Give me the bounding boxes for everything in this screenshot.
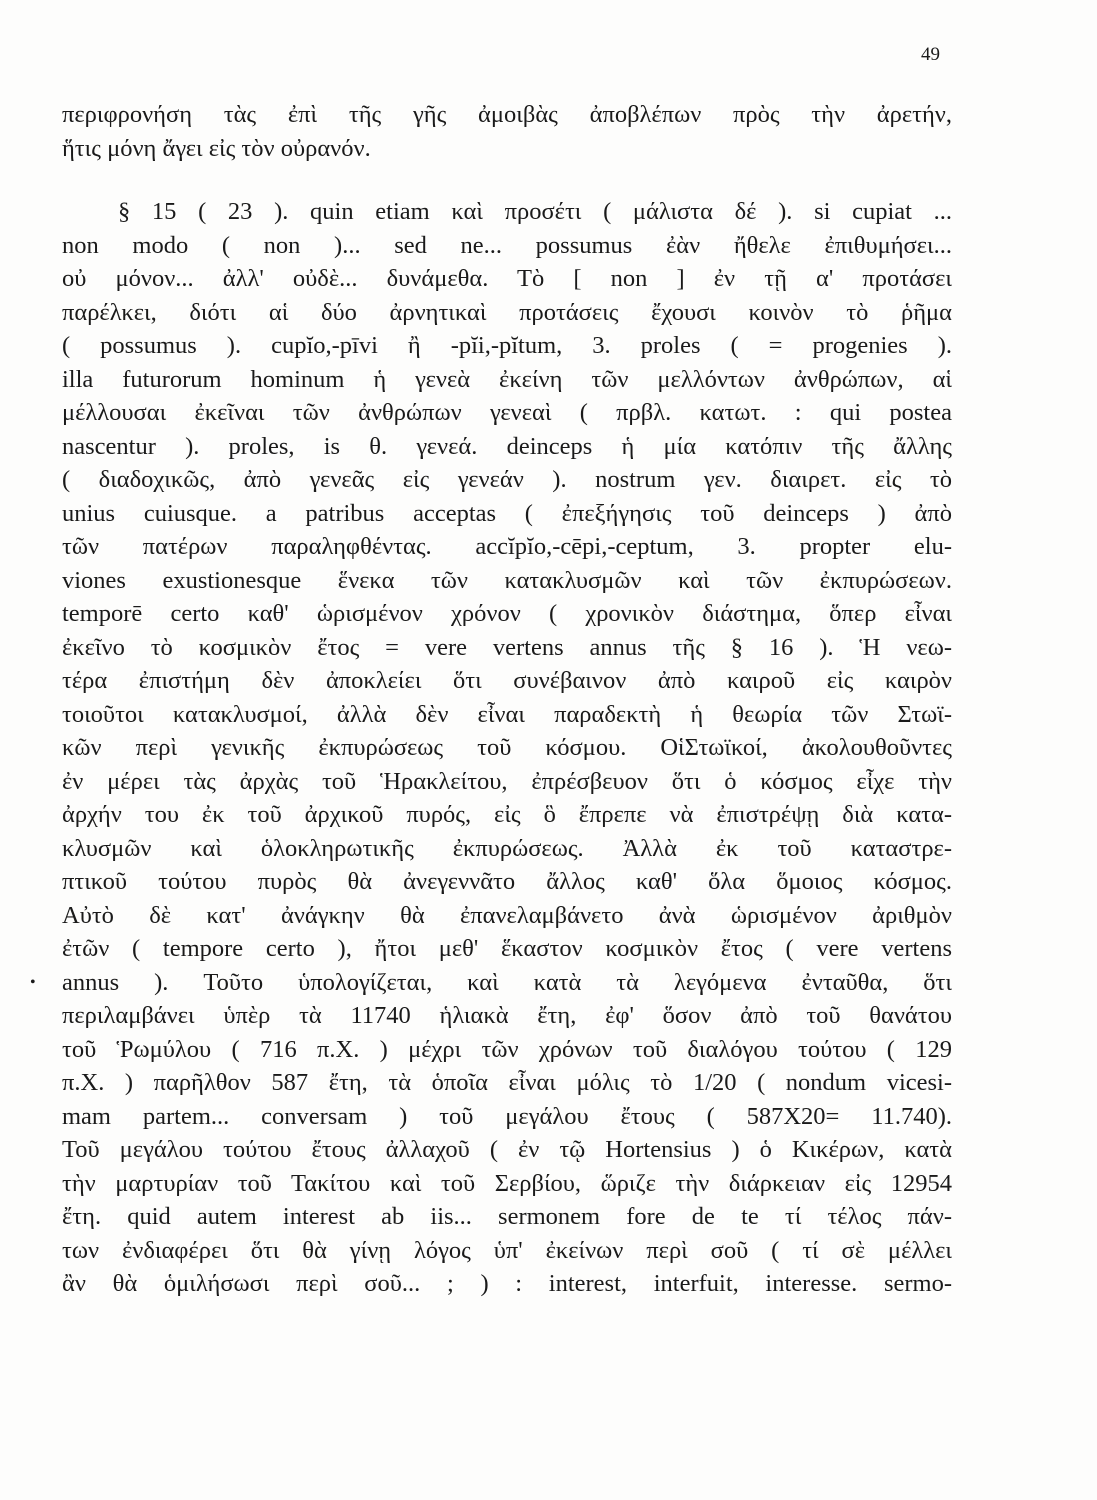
margin-mark: • bbox=[30, 974, 36, 991]
text-line: ἥτις μόνη ἄγει εἰς τὸν οὐρανόν. bbox=[62, 134, 371, 162]
text-line: unius cuiusque. a patribus acceptas ( ἐπεξήγησις τοῦ deinceps ) ἀπὸ bbox=[62, 499, 952, 527]
text-line: τοιοῦτοι κατακλυσμοί, ἀλλὰ δὲν εἶναι παραδεκτὴ ἡ θεωρία τῶν Στωϊ- bbox=[62, 700, 952, 728]
body-text bbox=[62, 98, 952, 1301]
text-line: mam partem... conversam ) τοῦ μεγάλου ἔτους ( 587X20= 11.740). bbox=[62, 1102, 952, 1130]
text-line: non modo ( non )... sed ne... possumus ἐὰν ἤθελε ἐπιθυμήσει... bbox=[62, 231, 952, 259]
text-line: ἐν μέρει τὰς ἀρχὰς τοῦ Ἡρακλείτου, ἐπρέσβευον ὅτι ὁ κόσμος εἶχε τὴν bbox=[62, 767, 952, 795]
text-line: nascentur ). proles, is θ. γενεά. deinceps ἡ μία κατόπιν τῆς ἄλλης bbox=[62, 432, 952, 460]
text-line: ( διαδοχικῶς, ἀπὸ γενεᾶς εἰς γενεάν ). nostrum γεν. διαιρετ. εἰς τὸ bbox=[62, 466, 952, 493]
text-line: temporē certo καθ' ὡρισμένον χρόνον ( χρονικὸν διάστημα, ὅπερ εἶναι bbox=[62, 600, 952, 627]
text-line: τοῦ Ῥωμύλου ( 716 π.Χ. ) μέχρι τῶν χρόνων τοῦ διαλόγου τούτου ( 129 bbox=[62, 1035, 952, 1063]
page-number: 49 bbox=[921, 44, 940, 65]
paragraph-2 bbox=[62, 195, 952, 1301]
text-line: των ἐνδιαφέρει ὅτι θὰ γίνῃ λόγος ὑπ' ἐκείνων περὶ σοῦ ( τί σὲ μέλλει bbox=[62, 1236, 952, 1264]
text-line: ( possumus ). cupĭo,-pīvi ἢ -pĭi,-pĭtum, 3. proles ( = progenies ). bbox=[62, 332, 952, 359]
text-line: illa futurorum hominum ἡ γενεὰ ἐκείνη τῶν μελλόντων ἀνθρώπων, αἱ bbox=[62, 365, 952, 393]
text-line: ἔτη. quid autem interest ab iis... sermonem fore de te τί τέλος πάν- bbox=[62, 1203, 952, 1230]
text-line: τῶν πατέρων παραληφθέντας. accĭpĭo,-cēpi,-ceptum, 3. propter elu- bbox=[62, 533, 952, 560]
paragraph-gap bbox=[62, 165, 952, 195]
text-line: κῶν περὶ γενικῆς ἐκπυρώσεως τοῦ κόσμου. ΟἱΣτωϊκοί, ἀκολουθοῦντες bbox=[62, 734, 952, 761]
text-line: ἀρχήν του ἐκ τοῦ ἀρχικοῦ πυρός, εἰς ὃ ἔπρεπε νὰ ἐπιστρέψῃ διὰ κατα- bbox=[62, 801, 952, 828]
text-line: Αὐτὸ δὲ κατ' ἀνάγκην θὰ ἐπανελαμβάνετο ἀνὰ ὡρισμένον ἀριθμὸν bbox=[62, 901, 952, 929]
text-line: παρέλκει, διότι αἱ δύο ἀρνητικαὶ προτάσεις ἔχουσι κοινὸν τὸ ῥῆμα bbox=[62, 298, 952, 326]
text-line: ἂν θὰ ὁμιλήσωσι περὶ σοῦ... ; ) : interest, interfuit, interesse. sermo- bbox=[62, 1270, 952, 1297]
text-line: οὐ μόνον... ἀλλ' οὐδὲ... δυνάμεθα. Τὸ [ non ] ἐν τῇ α' προτάσει bbox=[62, 265, 952, 292]
text-line: π.Χ. ) παρῆλθον 587 ἔτη, τὰ ὁποῖα εἶναι μόλις τὸ 1/20 ( nondum vicesi- bbox=[62, 1069, 952, 1096]
text-line: πτικοῦ τούτου πυρὸς θὰ ἀνεγεννᾶτο ἄλλος καθ' ὅλα ὅμοιος κόσμος. bbox=[62, 868, 952, 895]
text-line: ἐτῶν ( tempore certo ), ἤτοι μεθ' ἕκαστον κοσμικὸν ἔτος ( vere vertens bbox=[62, 935, 952, 962]
paragraph-1 bbox=[62, 98, 952, 165]
text-line: ἐκεῖνο τὸ κοσμικὸν ἔτος = vere vertens annus τῆς § 16 ). Ἡ νεω- bbox=[62, 633, 952, 661]
text-line: viones exustionesque ἕνεκα τῶν κατακλυσμῶν καὶ τῶν ἐκπυρώσεων. bbox=[62, 566, 952, 594]
text-line: Τοῦ μεγάλου τούτου ἔτους ἀλλαχοῦ ( ἐν τῷ Hortensius ) ὁ Κικέρων, κατὰ bbox=[62, 1136, 952, 1163]
text-line: περιλαμβάνει ὑπὲρ τὰ 11740 ἡλιακὰ ἔτη, ἐφ' ὅσον ἀπὸ τοῦ θανάτου bbox=[62, 1002, 952, 1029]
text-line: μέλλουσαι ἐκεῖναι τῶν ἀνθρώπων γενεαὶ ( πρβλ. κατωτ. : qui postea bbox=[62, 399, 952, 426]
text-line: annus ). Τοῦτο ὑπολογίζεται, καὶ κατὰ τὰ λεγόμενα ἐνταῦθα, ὅτι bbox=[62, 968, 952, 996]
text-line: τέρα ἐπιστήμη δὲν ἀποκλείει ὅτι συνέβαινον ἀπὸ καιροῦ εἰς καιρὸν bbox=[62, 667, 952, 694]
text-line: κλυσμῶν καὶ ὁλοκληρωτικῆς ἐκπυρώσεως. Ἀλλὰ ἐκ τοῦ καταστρε- bbox=[62, 834, 952, 862]
text-line: περιφρονήση τὰς ἐπὶ τῆς γῆς ἀμοιβὰς ἀποβλέπων πρὸς τὴν ἀρετήν, bbox=[62, 101, 952, 128]
text-line: τὴν μαρτυρίαν τοῦ Τακίτου καὶ τοῦ Σερβίου, ὥριζε τὴν διάρκειαν εἰς 12954 bbox=[62, 1169, 952, 1197]
text-line: § 15 ( 23 ). quin etiam καὶ προσέτι ( μάλιστα δέ ). si cupiat ... bbox=[118, 198, 952, 225]
